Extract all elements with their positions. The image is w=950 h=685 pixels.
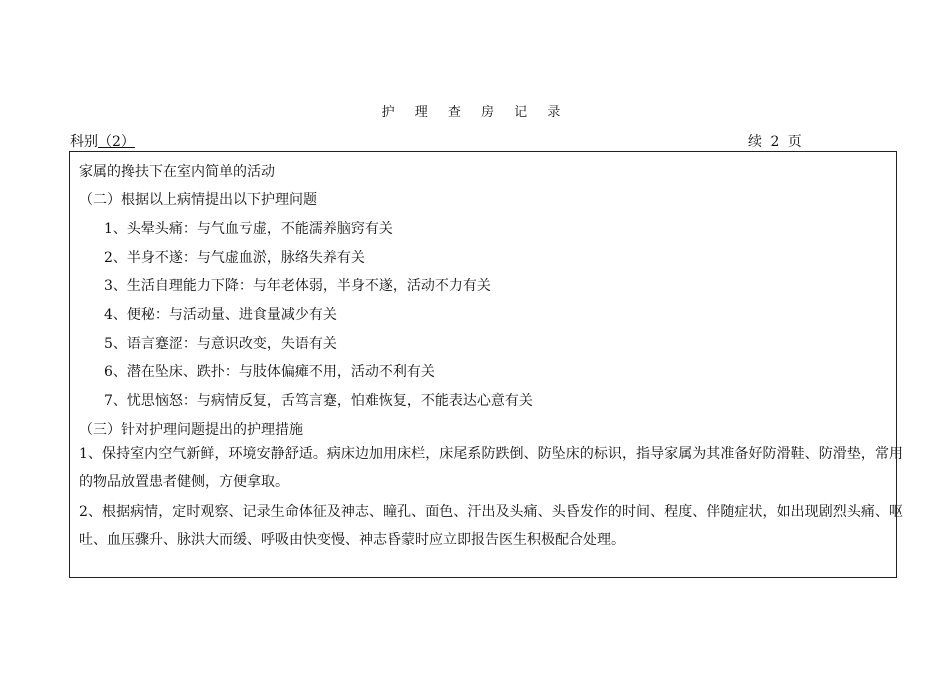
nursing-problem-item: 4、便秘：与活动量、进食量减少有关 [104,307,337,323]
nursing-measure-paragraph: 2、根据病情，定时观察、记录生命体征及神志、瞳孔、面色、汗出及头痛、头昏发作的时间、程度、伴随症状，如出现剧烈头痛、呕吐、血压骤升、脉洪大而缓、呼吸由快变慢、神志昏蒙时应立即报告医生积极配合处理。 [79,504,903,548]
department-value: （2） [98,134,135,150]
section-heading-measures: （三）针对护理问题提出的护理措施 [79,422,303,438]
department-label: 科别 [70,134,98,150]
nursing-measure-paragraph: 1、保持室内空气新鲜，环境安静舒适。病床边加用床栏，床尾系防跌倒、防坠床的标识，指导家属为其准备好防滑鞋、防滑垫，常用的物品放置患者健侧，方便拿取。 [79,446,903,490]
nursing-problem-item: 5、语言蹇涩：与意识改变，失语有关 [104,336,337,352]
record-content-box [69,151,903,578]
nursing-problem-item: 3、生活自理能力下降：与年老体弱，半身不遂，活动不力有关 [104,278,491,294]
section-heading-problems: （二）根据以上病情提出以下护理问题 [79,192,317,208]
page-number: 续 2 页 [748,134,802,150]
nursing-problem-item: 7、忧思恼怒：与病情反复，舌笃言蹇，怕难恢复，不能表达心意有关 [104,393,533,409]
intro-line: 家属的搀扶下在室内简单的活动 [79,164,275,180]
nursing-problem-item: 1、头晕头痛：与气血亏虚，不能濡养脑窍有关 [104,221,393,237]
nursing-problem-item: 2、半身不遂：与气虚血淤，脉络失养有关 [104,250,365,266]
nursing-problem-item: 6、潜在坠床、跌扑：与肢体偏瘫不用，活动不利有关 [104,364,435,380]
page-title: 护 理 查 房 记 录 [381,105,569,120]
department-field [70,131,144,151]
